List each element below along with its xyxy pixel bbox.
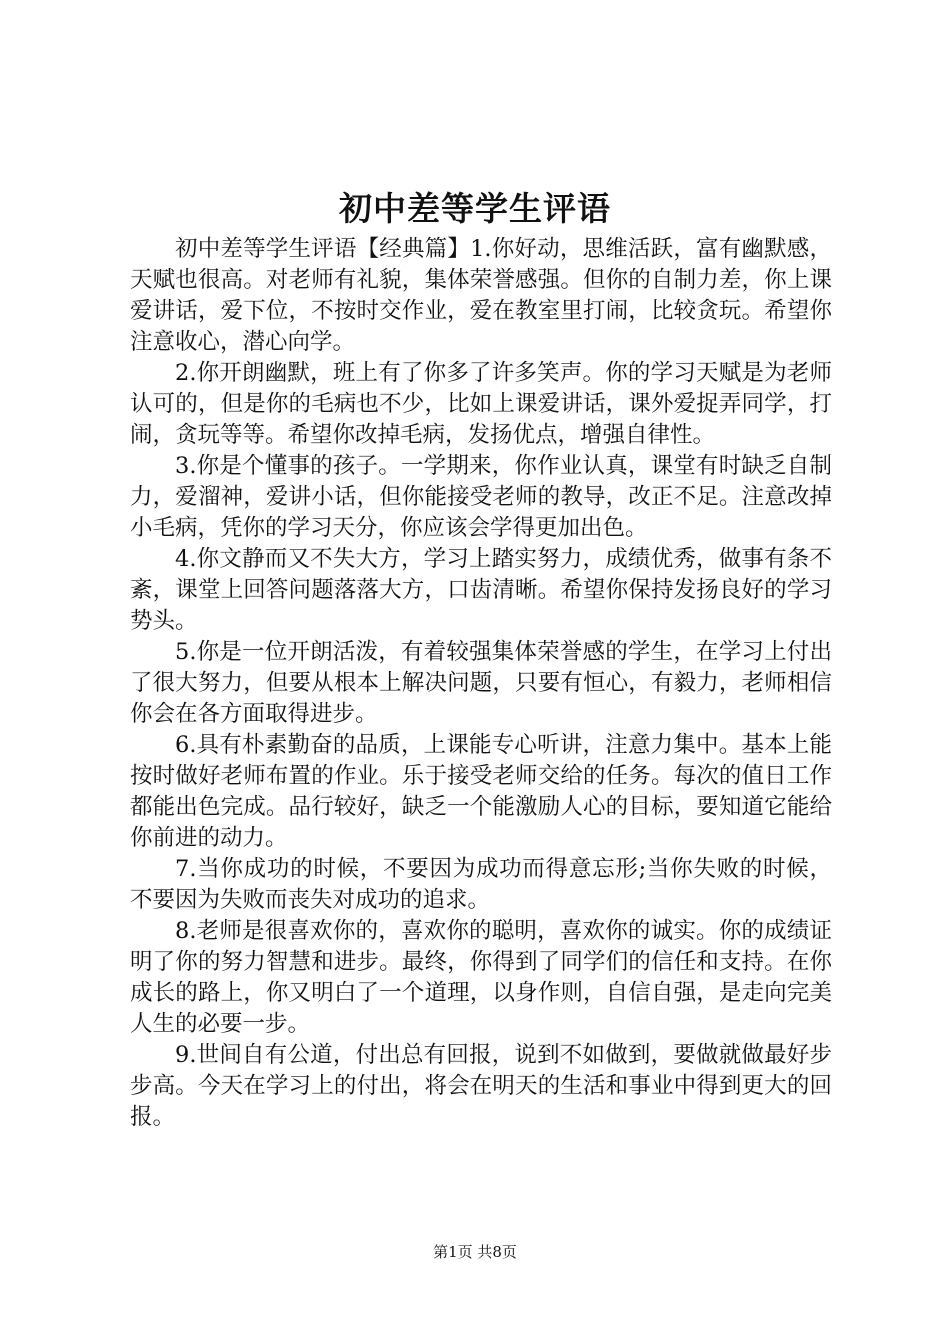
paragraph-9: 9.世间自有公道，付出总有回报，说到不如做到，要做就做最好步步高。今天在学习上的付出，将会在明天的生活和事业中得到更大的回报。 xyxy=(130,1042,832,1130)
page-title: 初中差等学生评语 xyxy=(339,189,611,228)
paragraph-8: 8.老师是很喜欢你的，喜欢你的聪明，喜欢你的诚实。你的成绩证明了你的努力智慧和进步。最终，你得到了同学们的信任和支持。在你成长的路上，你又明白了一个道理，以身作则，自信自强，是走向完美人生的必要一步。 xyxy=(130,918,832,1037)
paragraph-6: 6.具有朴素勤奋的品质，上课能专心听讲，注意力集中。基本上能按时做好老师布置的作业。乐于接受老师交给的任务。每次的值日工作都能出色完成。品行较好，缺乏一个能激励人心的目标，要知道它能给你前进的动力。 xyxy=(130,732,832,851)
paragraph-4: 4.你文静而又不失大方，学习上踏实努力，成绩优秀，做事有条不紊，课堂上回答问题落落大方，口齿清晰。希望你保持发扬良好的学习势头。 xyxy=(130,546,832,634)
paragraph-3: 3.你是个懂事的孩子。一学期来，你作业认真，课堂有时缺乏自制力，爱溜神，爱讲小话，但你能接受老师的教导，改正不足。注意改掉小毛病，凭你的学习天分，你应该会学得更加出色。 xyxy=(130,453,832,541)
paragraph-7: 7.当你成功的时候，不要因为成功而得意忘形;当你失败的时候，不要因为失败而丧失对成功的追求。 xyxy=(130,856,832,913)
document-body xyxy=(130,234,832,1133)
paragraph-5: 5.你是一位开朗活泼，有着较强集体荣誉感的学生，在学习上付出了很大努力，但要从根本上解决问题，只要有恒心，有毅力，老师相信你会在各方面取得进步。 xyxy=(130,639,832,727)
page-footer: 第1页 共8页 xyxy=(433,1243,517,1261)
paragraph-2: 2.你开朗幽默，班上有了你多了许多笑声。你的学习天赋是为老师认可的，但是你的毛病也不少，比如上课爱讲话，课外爱捉弄同学，打闹，贪玩等等。希望你改掉毛病，发扬优点，增强自律性。 xyxy=(130,360,832,448)
paragraph-1: 初中差等学生评语【经典篇】1.你好动，思维活跃，富有幽默感，天赋也很高。对老师有礼貌，集体荣誉感强。但你的自制力差，你上课爱讲话，爱下位，不按时交作业，爱在教室里打闹，比较贪玩。希望你注意收心，潜心向学。 xyxy=(130,236,832,355)
